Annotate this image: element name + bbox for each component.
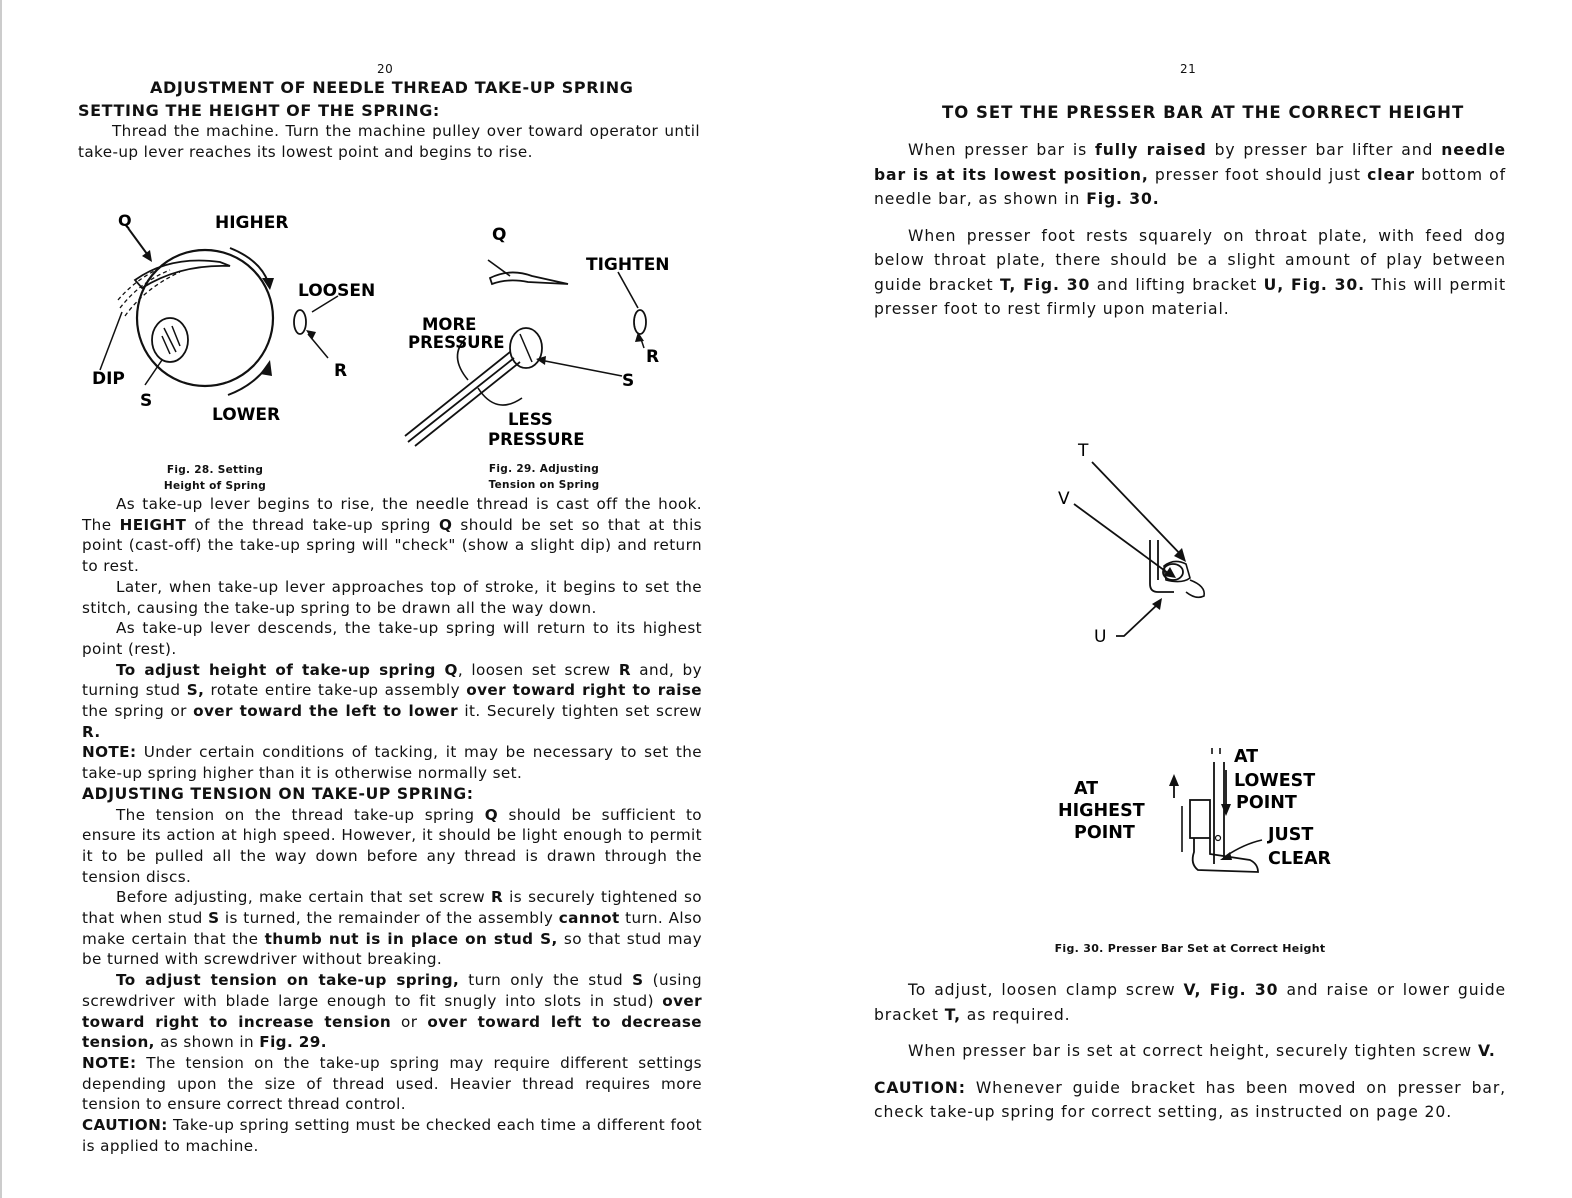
paragraph-top-of-stroke: Later, when take-up lever approaches top of stroke, it begins to set the stitch, causing the take-up spring to be drawn all the way down. bbox=[82, 577, 702, 617]
fig28-thumb-nut bbox=[294, 310, 306, 334]
intro-text: Thread the machine. Turn the machine pulley over toward operator until take-up lever reaches its lowest point and begins to rise. bbox=[78, 122, 700, 161]
text: is securely tightened so that when stud bbox=[82, 888, 702, 928]
paragraph-descends: As take-up lever descends, the take-up spring will return to its highest point (rest). bbox=[82, 619, 702, 658]
fig28-caption-line1: Fig. 28. Setting bbox=[166, 464, 264, 476]
right-body-top bbox=[874, 138, 1506, 322]
fig30-needle-bar bbox=[1214, 762, 1224, 864]
emph: over toward left to decrease tension, bbox=[82, 1012, 703, 1052]
emph: Fig. 30. bbox=[1086, 190, 1160, 208]
fig30-height-diagram bbox=[1054, 740, 1354, 890]
fig29-caption bbox=[474, 461, 614, 493]
text: by presser bar lifter and bbox=[1206, 141, 1442, 159]
emph: R. bbox=[82, 722, 101, 741]
paragraph-adjust-clamp bbox=[874, 978, 1506, 1027]
fig30-label-v: V bbox=[1058, 489, 1070, 509]
fig30-label-t: T bbox=[1078, 441, 1089, 461]
fig29-diagram bbox=[400, 220, 680, 455]
emph: cannot bbox=[558, 909, 620, 928]
text: turn. Also make certain that the bbox=[82, 909, 702, 948]
caution-label: CAUTION: bbox=[82, 1116, 168, 1135]
paragraph-throat-plate bbox=[874, 224, 1506, 322]
fig29-label-pressure-less: PRESSURE bbox=[488, 430, 585, 449]
fig28-caption bbox=[150, 462, 280, 494]
text: and lifting bracket bbox=[1090, 275, 1264, 294]
paragraph-tension-sufficient bbox=[82, 805, 702, 888]
text: , loosen set screw bbox=[457, 660, 619, 679]
text: The tension on the take-up spring may require different settings depending upon the size of thread used. Heavier thread requires more tension to ensure correct thread control. bbox=[82, 1053, 702, 1114]
text: so that stud may be turned with screwdriver without breaking. bbox=[82, 929, 703, 969]
fig30-label-at-highest: AT bbox=[1074, 779, 1099, 799]
emph: To adjust height of take-up spring Q bbox=[116, 660, 458, 679]
emph: clear bbox=[1367, 165, 1415, 184]
fig28-caption-line2: Height of Spring bbox=[163, 480, 267, 492]
emph: Q bbox=[484, 805, 499, 824]
emph: HEIGHT bbox=[119, 515, 187, 534]
emph: over toward right to raise bbox=[466, 681, 702, 700]
emph: over toward right to increase tension bbox=[82, 991, 702, 1031]
fig29-caption-line2: Tension on Spring bbox=[488, 479, 600, 491]
page-number: 21 bbox=[1180, 62, 1197, 76]
fig30-presser-foot bbox=[1193, 838, 1258, 872]
text: and raise or lower guide bracket bbox=[874, 981, 1507, 1024]
paragraph-adjust-tension bbox=[82, 970, 702, 1053]
fig29-label-pressure-more: PRESSURE bbox=[408, 333, 505, 352]
text: of the thread take-up spring bbox=[186, 515, 439, 534]
fig29-label-more: MORE bbox=[422, 315, 477, 334]
fig29-spring bbox=[490, 272, 568, 284]
text: When presser foot rests squarely on throat plate, with feed dog below throat plate, there should be a slight amount of play between guide bracket bbox=[874, 226, 1506, 294]
fig30-t-line bbox=[1092, 462, 1184, 558]
paragraph-tighten-screw bbox=[874, 1039, 1506, 1064]
text: or bbox=[391, 1012, 428, 1031]
fig28-label-higher: HIGHER bbox=[215, 213, 289, 233]
emph: S bbox=[208, 909, 220, 928]
note-label: NOTE: bbox=[82, 1053, 137, 1072]
emph: R bbox=[491, 888, 504, 907]
fig30-label-u: U bbox=[1094, 627, 1107, 647]
text: Under certain conditions of tacking, it may be necessary to set the take-up spring higher than it is otherwise normally set. bbox=[82, 743, 702, 783]
text: it. Securely tighten set screw bbox=[458, 702, 702, 721]
fig29-label-q: Q bbox=[492, 225, 507, 245]
subheading-tension: ADJUSTING TENSION ON TAKE-UP SPRING: bbox=[82, 784, 474, 803]
note-tacking bbox=[82, 742, 702, 783]
subheading-height: SETTING THE HEIGHT OF THE SPRING: bbox=[78, 101, 440, 120]
caution-left bbox=[82, 1115, 702, 1156]
fig28-dip-line bbox=[100, 312, 122, 370]
text: This will permit presser foot to rest firmly upon material. bbox=[874, 275, 1506, 318]
page-title: ADJUSTMENT OF NEEDLE THREAD TAKE-UP SPRING bbox=[150, 78, 634, 97]
text: turn only the stud bbox=[459, 971, 633, 990]
fig30-label-lowest: LOWEST bbox=[1234, 771, 1316, 791]
fig28-label-lower: LOWER bbox=[212, 405, 281, 425]
fig30-presser-bar bbox=[1190, 800, 1210, 838]
fig30-label-just: JUST bbox=[1268, 825, 1314, 845]
text: As take-up lever begins to rise, the needle thread is cast off the hook. The bbox=[82, 495, 702, 534]
fig30-label-point-lowest: POINT bbox=[1236, 793, 1297, 813]
text: The tension on the thread take-up spring bbox=[116, 805, 485, 824]
text: bottom of needle bar, as shown in bbox=[874, 165, 1506, 208]
text: To adjust, loosen clamp screw bbox=[908, 981, 1184, 999]
emph: Fig. 29. bbox=[259, 1033, 327, 1052]
emph: V. bbox=[1477, 1042, 1496, 1060]
fig29-stud-slot bbox=[520, 334, 532, 362]
page-number: 20 bbox=[377, 62, 394, 76]
text: as shown in bbox=[154, 1033, 260, 1052]
fig28-label-s: S bbox=[140, 391, 153, 411]
fig29-label-s: S bbox=[622, 371, 635, 391]
fig29-thumb-nut bbox=[634, 310, 646, 334]
fig29-tighten-line bbox=[618, 272, 638, 308]
fig30-needle-eye bbox=[1216, 836, 1221, 841]
emph: fully raised bbox=[1095, 141, 1207, 159]
emph: Q bbox=[438, 515, 453, 534]
page-edge bbox=[0, 0, 2, 1198]
fig30-caption: Fig. 30. Presser Bar Set at Correct Height bbox=[1054, 942, 1326, 955]
text: presser foot should just bbox=[1148, 165, 1368, 184]
fig28-label-loosen: LOOSEN bbox=[298, 281, 376, 301]
fig30-label-point-highest: POINT bbox=[1074, 823, 1135, 843]
page-title: TO SET THE PRESSER BAR AT THE CORRECT HEIGHT bbox=[942, 103, 1465, 122]
fig28-dip-path bbox=[118, 268, 180, 316]
emph: V, Fig. 30 bbox=[1183, 981, 1279, 999]
right-body-bottom bbox=[874, 978, 1506, 1125]
text: (using screwdriver with blade large enough to fit snugly into slots in stud) bbox=[82, 971, 702, 1010]
fig30-lifting-bracket bbox=[1186, 580, 1204, 597]
fig30-label-highest: HIGHEST bbox=[1058, 801, 1145, 821]
fig30-lowest-arrowhead bbox=[1221, 804, 1231, 816]
fig30-needle-bar-top bbox=[1212, 748, 1220, 754]
text: rotate entire take-up assembly bbox=[204, 681, 467, 700]
intro-paragraph bbox=[78, 121, 700, 162]
fig28-diagram bbox=[80, 200, 410, 440]
fig30-label-clear: CLEAR bbox=[1268, 849, 1331, 869]
fig28-spring bbox=[135, 260, 230, 288]
caution-right bbox=[874, 1076, 1506, 1125]
text: Take-up spring setting must be checked each time a different foot is applied to machine. bbox=[82, 1116, 702, 1155]
fig30-just-clear-line bbox=[1226, 840, 1262, 856]
text: When presser bar is bbox=[908, 141, 1096, 159]
emph: S, bbox=[186, 681, 205, 700]
text: should be set so that at this point (cast-off) the take-up spring will "check" (show a slight dip) and return to rest. bbox=[82, 515, 702, 576]
fig28-label-r: R bbox=[334, 361, 348, 381]
emph: T, bbox=[944, 1005, 961, 1024]
emph: U, Fig. 30. bbox=[1263, 275, 1366, 294]
fig29-label-less: LESS bbox=[508, 410, 553, 429]
emph: To adjust tension on take-up spring, bbox=[116, 971, 460, 990]
paragraph-before-adjusting bbox=[82, 887, 702, 970]
fig28-lower-arrowhead bbox=[260, 360, 272, 376]
right-page bbox=[786, 0, 1572, 1198]
note-thread-size bbox=[82, 1053, 702, 1115]
fig28-stud-slot bbox=[162, 326, 180, 354]
fig29-label-r: R bbox=[646, 347, 660, 367]
fig30-bracket-diagram bbox=[1046, 440, 1236, 650]
text: and, by turning stud bbox=[82, 660, 702, 700]
fig29-label-tighten: TIGHTEN bbox=[586, 255, 670, 275]
emph: over toward the left to lower bbox=[193, 702, 459, 721]
fig30-guide-bracket bbox=[1150, 540, 1174, 592]
fig28-q-arrowhead bbox=[142, 250, 152, 262]
paragraph-cast-off bbox=[82, 494, 702, 577]
emph: needle bar is at its lowest position, bbox=[874, 141, 1506, 184]
paragraph-fully-raised bbox=[874, 138, 1506, 212]
text: the spring or bbox=[82, 702, 194, 721]
emph: T, Fig. 30 bbox=[1000, 275, 1091, 294]
text: When presser bar is set at correct height, securely tighten screw bbox=[908, 1042, 1478, 1060]
fig30-highest-arrowhead bbox=[1169, 774, 1179, 786]
fig30-u-line bbox=[1116, 604, 1158, 636]
emph: thumb nut is in place on stud S, bbox=[264, 929, 558, 948]
fig29-caption-line1: Fig. 29. Adjusting bbox=[488, 463, 600, 475]
fig30-label-at-lowest: AT bbox=[1234, 747, 1259, 767]
paragraph-adjust-height bbox=[82, 660, 702, 743]
fig28-label-q: Q bbox=[118, 211, 133, 230]
text: as required. bbox=[960, 1005, 1071, 1024]
text: Whenever guide bracket has been moved on presser bar, check take-up spring for correct setting, as instructed on page 20. bbox=[874, 1078, 1506, 1121]
emph: R bbox=[618, 660, 631, 679]
text: should be sufficient to ensure its action at high speed. However, it should be light enough to permit it to be pulled all the way down before any thread is drawn through the tension discs. bbox=[82, 805, 703, 886]
fig28-label-dip: DIP bbox=[92, 369, 125, 389]
text: is turned, the remainder of the assembly bbox=[219, 909, 559, 928]
text: Before adjusting, make certain that set screw bbox=[116, 888, 492, 907]
body-text bbox=[82, 494, 702, 1157]
note-label: NOTE: bbox=[82, 743, 137, 762]
emph: S bbox=[632, 971, 644, 990]
caution-label: CAUTION: bbox=[874, 1078, 966, 1097]
fig29-s-line bbox=[540, 360, 622, 376]
